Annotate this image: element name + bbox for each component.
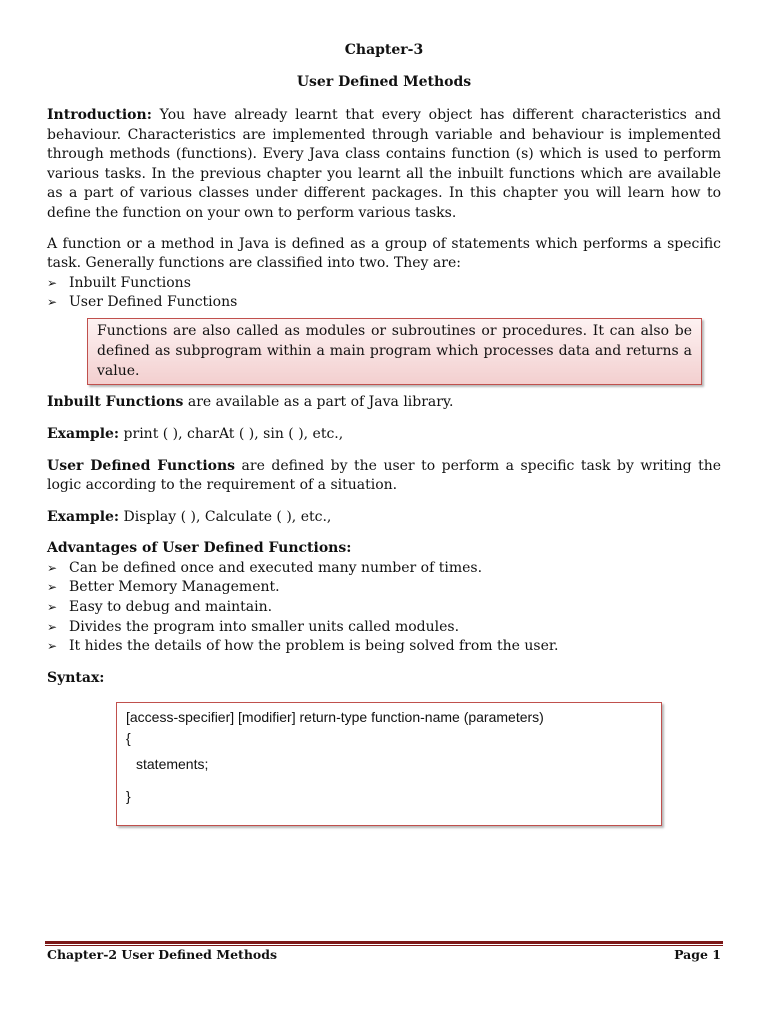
syntax-heading: Syntax: <box>47 669 105 686</box>
syntax-close-brace: } <box>126 788 131 805</box>
intro-label: Introduction: <box>47 107 152 123</box>
inbuilt-example <box>47 425 721 445</box>
example-label: Example: <box>47 508 120 525</box>
footer-rule <box>45 941 723 944</box>
example-text: Display ( ), Calculate ( ), etc., <box>119 508 332 525</box>
footer-chapter-label: Chapter-2 User Defined Methods <box>47 947 278 962</box>
advantages-list <box>47 559 721 657</box>
inbuilt-text: are available as a part of Java library. <box>183 394 454 411</box>
definition-paragraph: A function or a method in Java is defined as a group of statements which performs a specific task. Generally functions are classified into two. They are: <box>47 235 721 272</box>
page-title: User Defined Methods <box>296 74 472 90</box>
syntax-line: [access-specifier] [modifier] return-type function-name (parameters) <box>126 709 544 726</box>
advantages-heading: Advantages of User Defined Functions: <box>47 540 352 557</box>
intro-text: You have already learnt that every object has different characteristics and behaviour. Characteristics are implemented through variable and behaviour is implemented through methods (functions). Every Java class contains function (s) which is used to perform various tasks. In the previous chapter you learnt all the inbuilt functions which are available as a part of various classes under different packages. In this chapter you will learn how to define the function on your own to perform various tasks. <box>47 107 721 221</box>
user-defined-label: User Defined Functions <box>47 457 236 474</box>
example-text: print ( ), charAt ( ), sin ( ), etc., <box>119 425 344 442</box>
user-defined-paragraph <box>47 457 721 496</box>
list-item: ➢ Inbuilt Functions <box>47 274 721 294</box>
list-item: ➢ User Defined Functions <box>47 293 721 313</box>
list-item: ➢ Divides the program into smaller units called modules. <box>47 618 721 638</box>
arrowhead-icon: ➢ <box>47 275 58 290</box>
arrowhead-icon: ➢ <box>47 639 58 654</box>
inbuilt-label: Inbuilt Functions <box>47 394 184 411</box>
arrowhead-icon: ➢ <box>47 295 58 310</box>
user-defined-text: are defined by the user to perform a specific task by writing the logic according to the requirement of a situation. <box>47 457 722 494</box>
inbuilt-paragraph <box>47 393 721 413</box>
arrowhead-icon: ➢ <box>47 580 58 595</box>
user-defined-example <box>47 508 721 528</box>
example-label: Example: <box>47 425 120 442</box>
footer-page-number: Page 1 <box>674 947 721 962</box>
arrowhead-icon: ➢ <box>47 600 58 615</box>
intro-paragraph <box>47 106 721 224</box>
syntax-statements: statements; <box>136 756 209 773</box>
list-item: ➢ It hides the details of how the problem is being solved from the user. <box>47 637 721 657</box>
arrowhead-icon: ➢ <box>47 619 58 634</box>
list-item: ➢ Can be defined once and executed many number of times. <box>47 559 721 579</box>
arrowhead-icon: ➢ <box>47 560 58 575</box>
syntax-open-brace: { <box>126 730 131 747</box>
document-page <box>47 40 721 826</box>
footer-rule-thin <box>45 945 723 946</box>
classification-list <box>47 274 721 313</box>
chapter-number: Chapter-3 <box>344 42 424 58</box>
syntax-code-box <box>116 702 662 826</box>
list-item: ➢ Better Memory Management. <box>47 578 721 598</box>
list-item: ➢ Easy to debug and maintain. <box>47 598 721 618</box>
note-callout: Functions are also called as modules or subroutines or procedures. It can also be defined as subprogram within a main program which processes data and returns a value. <box>87 318 702 385</box>
